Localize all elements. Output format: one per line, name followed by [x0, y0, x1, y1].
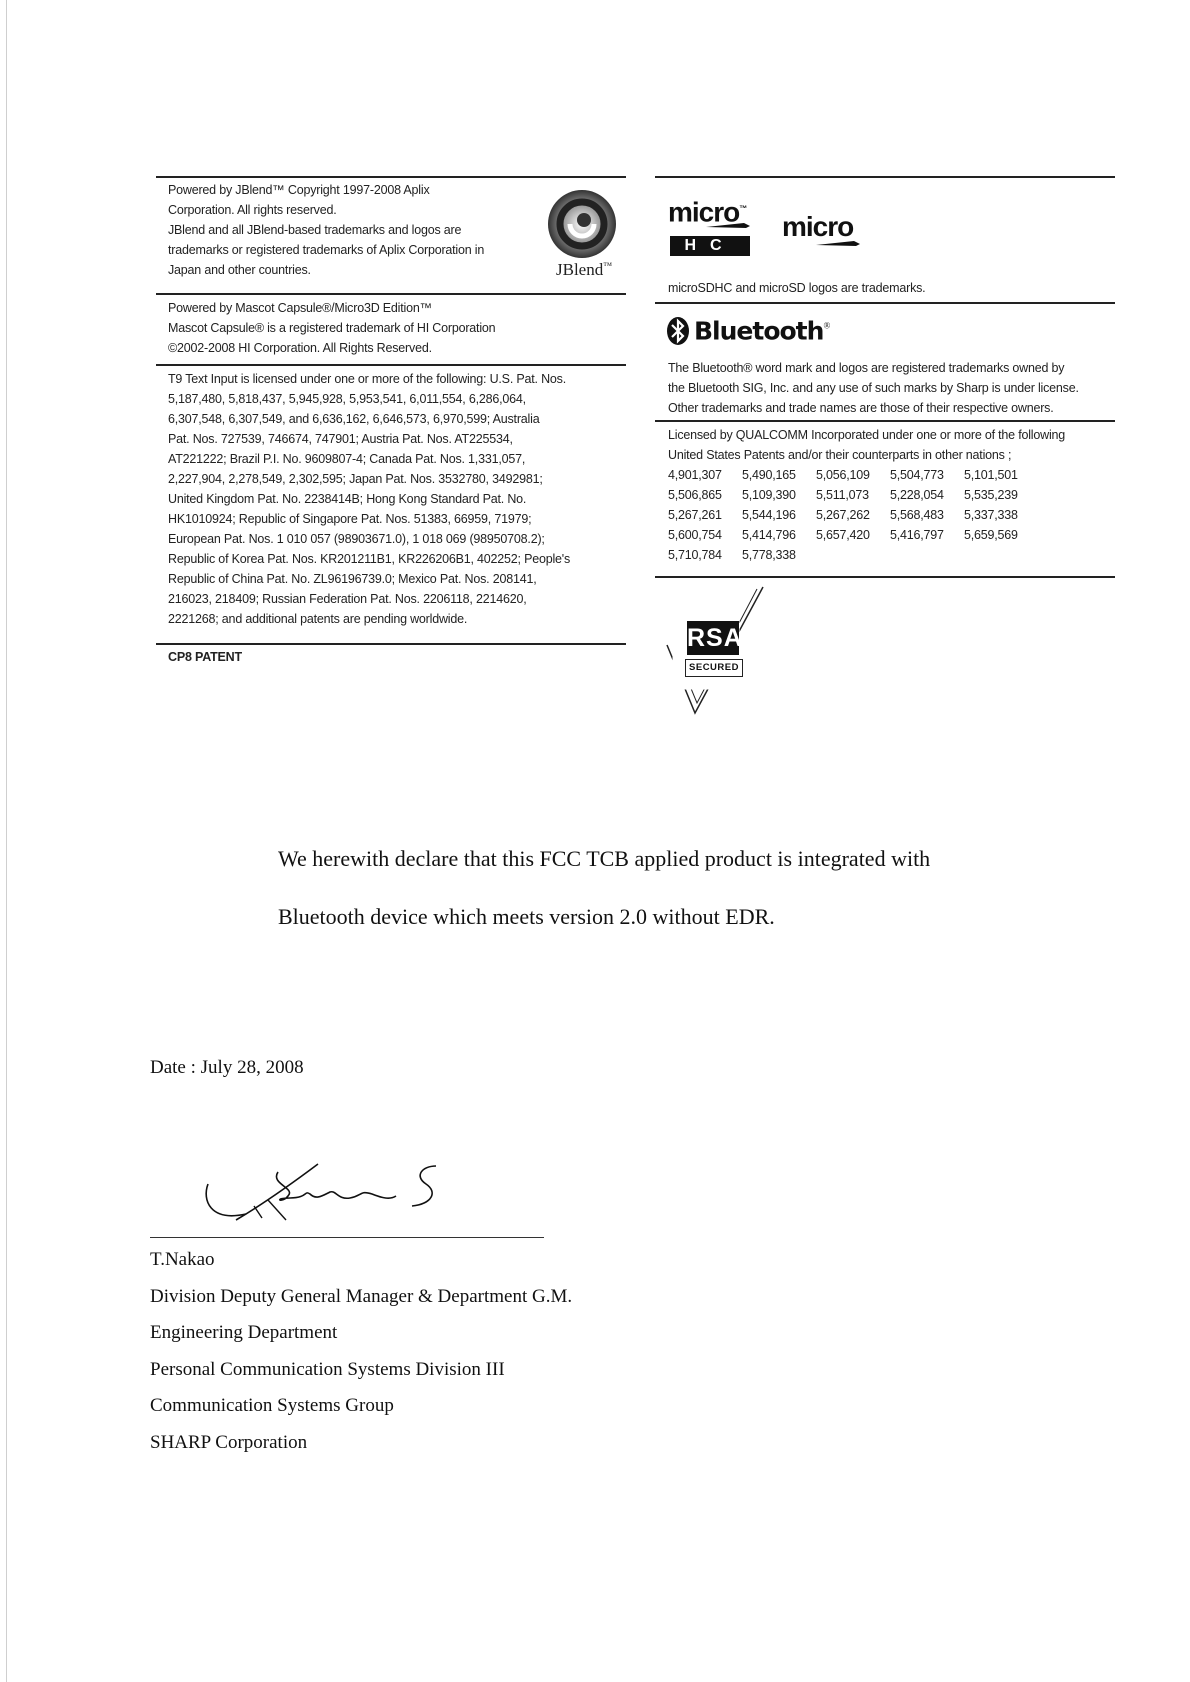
t9-line: HK1010924; Republic of Singapore Pat. Nos. 51383, 66959, 71979; — [168, 512, 532, 526]
rsa-logo-text: RSA — [687, 621, 739, 655]
t9-line: 5,187,480, 5,818,437, 5,945,928, 5,953,541, 6,011,554, 6,286,064, — [168, 392, 526, 406]
rule-bluetooth — [655, 302, 1115, 304]
patent-number: 5,659,569 — [964, 528, 1018, 542]
t9-line: Pat. Nos. 727539, 746674, 747901; Austria Pat. Nos. AT225534, — [168, 432, 513, 446]
patent-number: 5,568,483 — [890, 508, 944, 522]
jblend-line: Powered by JBlend™ Copyright 1997-2008 Aplix — [168, 183, 430, 197]
patent-row — [668, 465, 1118, 485]
microsd-logo — [782, 211, 872, 260]
rule-top-left — [156, 176, 626, 178]
mascot-line: ©2002-2008 HI Corporation. All Rights Reserved. — [168, 341, 432, 355]
jblend-tm: ™ — [603, 260, 613, 271]
declaration-line-1: We herewith declare that this FCC TCB applied product is integrated with — [278, 846, 931, 871]
microsd-caption: microSDHC and microSD logos are trademarks. — [668, 281, 926, 295]
declaration-line-2: Bluetooth device which meets version 2.0 without EDR. — [278, 904, 775, 929]
qualcomm-line: Licensed by QUALCOMM Incorporated under one or more of the following — [668, 428, 1066, 442]
t9-line: T9 Text Input is licensed under one or more of the following: U.S. Pat. Nos. — [168, 372, 566, 386]
patent-number: 5,544,196 — [742, 508, 796, 522]
patent-number: 4,901,307 — [668, 468, 722, 482]
jblend-swirl-icon — [540, 186, 624, 262]
patent-number: 5,506,865 — [668, 488, 722, 502]
signatory-title: Division Deputy General Manager & Department G.M. — [150, 1285, 573, 1307]
patent-row — [668, 545, 1118, 565]
sd-swoosh-icon — [814, 238, 862, 248]
rule-top-right — [655, 176, 1115, 178]
patent-number: 5,414,796 — [742, 528, 796, 542]
patent-number: 5,337,338 — [964, 508, 1018, 522]
bluetooth-line: Other trademarks and trade names are those of their respective owners. — [668, 401, 1054, 415]
t9-line: 6,307,548, 6,307,549, and 6,636,162, 6,646,573, 6,970,599; Australia — [168, 412, 540, 426]
signatory-division: Personal Communication Systems Division III — [150, 1358, 505, 1380]
bluetooth-line: The Bluetooth® word mark and logos are registered trademarks owned by — [668, 361, 1065, 375]
patent-row — [668, 505, 1118, 525]
rsa-secured-text: SECURED — [685, 659, 743, 677]
patent-number: 5,101,501 — [964, 468, 1018, 482]
t9-line: European Pat. Nos. 1 010 057 (98903671.0), 1 018 069 (98950708.2); — [168, 532, 545, 546]
bluetooth-reg-mark: ® — [823, 320, 831, 331]
t9-notice — [168, 369, 628, 629]
microsdhc-hc-bar: HC — [670, 236, 750, 256]
bluetooth-logo — [666, 316, 830, 356]
patent-number: 5,056,109 — [816, 468, 870, 482]
qualcomm-notice — [668, 425, 1118, 565]
jblend-line: Corporation. All rights reserved. — [168, 203, 337, 217]
patent-number: 5,490,165 — [742, 468, 796, 482]
signatory-group: Communication Systems Group — [150, 1395, 394, 1416]
signatory-name: T.Nakao — [150, 1249, 215, 1270]
microsd-logo-text: micro — [782, 211, 854, 242]
signature-line — [150, 1237, 544, 1238]
microsdhc-logo — [668, 196, 768, 266]
rule-qualcomm — [655, 420, 1115, 422]
patent-number: 5,228,054 — [890, 488, 944, 502]
bluetooth-logo-text: Bluetooth — [694, 316, 824, 346]
t9-line: Republic of China Pat. No. ZL96196739.0; Mexico Pat. Nos. 208141, — [168, 572, 537, 586]
microsdhc-logo-text: micro — [668, 196, 740, 228]
jblend-logo-text: JBlend — [556, 260, 604, 279]
patent-number: 5,600,754 — [668, 528, 722, 542]
patent-number: 5,416,797 — [890, 528, 944, 542]
patent-number: 5,504,773 — [890, 468, 944, 482]
rsa-secured-logo — [665, 585, 765, 715]
t9-line: 216023, 218409; Russian Federation Pat. Nos. 2206118, 2214620, — [168, 592, 527, 606]
handwritten-signature — [200, 1160, 460, 1230]
t9-line: United Kingdom Pat. No. 2238414B; Hong Kong Standard Pat. No. — [168, 492, 527, 506]
patent-row — [668, 485, 1118, 505]
patent-number: 5,109,390 — [742, 488, 796, 502]
t9-line: AT221222; Brazil P.I. No. 9609807-4; Canada Pat. Nos. 1,331,057, — [168, 452, 526, 466]
signatory-department: Engineering Department — [150, 1322, 338, 1343]
t9-line: Republic of Korea Pat. Nos. KR201211B1, KR226206B1, 402252; People's — [168, 552, 571, 566]
rule-t9 — [156, 364, 626, 366]
t9-line: 2,227,904, 2,278,549, 2,302,595; Japan Pat. Nos. 3532780, 3492981; — [168, 472, 543, 486]
patent-number: 5,657,420 — [816, 528, 870, 542]
bluetooth-notice — [668, 358, 1118, 418]
qualcomm-line: United States Patents and/or their counterparts in other nations ; — [668, 448, 1012, 462]
jblend-logo — [540, 186, 624, 286]
signatory-block — [150, 1242, 572, 1461]
declaration-date: Date : July 28, 2008 — [150, 1057, 304, 1078]
patent-number: 5,267,261 — [668, 508, 722, 522]
rule-mascot — [156, 293, 626, 295]
patent-number: 5,267,262 — [816, 508, 870, 522]
t9-line: 2221268; and additional patents are pending worldwide. — [168, 612, 468, 626]
sd-swoosh-icon — [704, 220, 752, 230]
rule-rsa — [655, 576, 1115, 578]
patent-number: 5,710,784 — [668, 548, 722, 562]
mascot-line: Powered by Mascot Capsule®/Micro3D Edition™ — [168, 301, 432, 315]
bluetooth-rune-icon — [666, 316, 690, 346]
signatory-company: SHARP Corporation — [150, 1431, 308, 1453]
scan-edge — [6, 0, 7, 1682]
jblend-line: Japan and other countries. — [168, 263, 311, 277]
patent-number: 5,511,073 — [816, 488, 869, 502]
patent-number: 5,778,338 — [742, 548, 796, 562]
patent-number: 5,535,239 — [964, 488, 1018, 502]
mascot-notice — [168, 298, 618, 358]
microsdhc-tm: ™ — [739, 204, 747, 213]
jblend-notice — [168, 180, 538, 280]
mascot-line: Mascot Capsule® is a registered trademark of HI Corporation — [168, 321, 496, 335]
jblend-line: trademarks or registered trademarks of Aplix Corporation in — [168, 243, 485, 257]
cp8-patent: CP8 PATENT — [168, 650, 242, 664]
patent-row — [668, 525, 1118, 545]
rule-cp8 — [156, 643, 626, 645]
jblend-line: JBlend and all JBlend-based trademarks and logos are — [168, 223, 462, 237]
bluetooth-line: the Bluetooth SIG, Inc. and any use of such marks by Sharp is under license. — [668, 381, 1079, 395]
